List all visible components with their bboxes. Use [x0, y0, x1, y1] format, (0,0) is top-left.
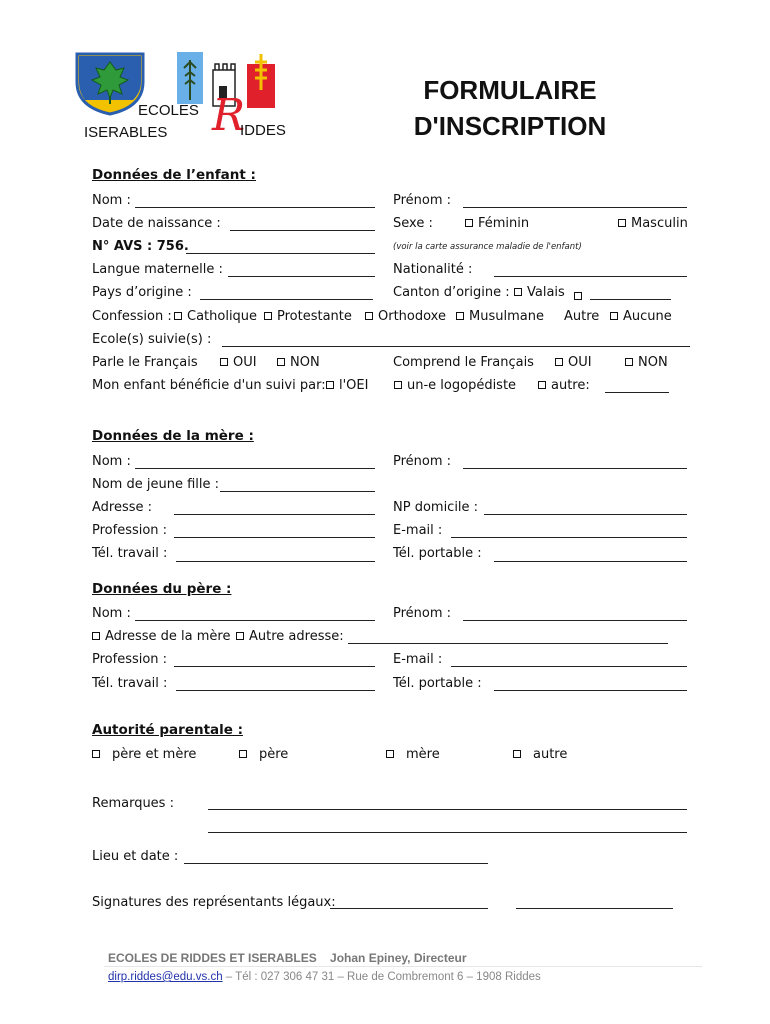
checkbox-icon[interactable]: [625, 358, 633, 366]
mother-adresse-field[interactable]: [174, 514, 375, 515]
remarques-field-1[interactable]: [208, 809, 687, 810]
child-nationalite-field[interactable]: [494, 276, 687, 277]
mother-tel-travail-label: Tél. travail :: [92, 546, 168, 561]
suivi-logopediste-option[interactable]: un-e logopédiste: [394, 378, 516, 394]
checkbox-icon[interactable]: [574, 292, 582, 300]
checkbox-icon[interactable]: [551, 312, 559, 320]
checkbox-icon[interactable]: [236, 632, 244, 640]
suivi-autre-option[interactable]: autre:: [538, 378, 590, 394]
authority-pere-mere-option[interactable]: père et mère: [92, 747, 196, 763]
checkbox-icon[interactable]: [618, 219, 626, 227]
father-prenom-field[interactable]: [463, 620, 687, 621]
confession-catholique-option[interactable]: Catholique: [174, 309, 257, 325]
confession-aucune-option[interactable]: Aucune: [610, 309, 672, 325]
authority-mere-option[interactable]: mère: [386, 747, 440, 763]
child-date-label: Date de naissance :: [92, 216, 221, 231]
footer-divider: [104, 966, 702, 967]
school-logo: [70, 48, 310, 148]
father-section-heading: Données du père :: [92, 581, 232, 597]
remarques-field-2[interactable]: [208, 832, 687, 833]
authority-pere-option[interactable]: père: [239, 747, 288, 763]
child-avs-note: (voir la carte assurance maladie de l'enfant): [393, 242, 582, 252]
lieu-date-field[interactable]: [184, 863, 488, 864]
confession-protestante-option[interactable]: Protestante: [264, 309, 352, 325]
child-feminin-option[interactable]: Féminin: [465, 216, 529, 232]
iserables-shield-icon: [75, 52, 145, 116]
confession-autre-option[interactable]: Autre: [551, 309, 599, 325]
child-suivi-label: Mon enfant bénéficie d'un suivi par:: [92, 378, 326, 393]
child-langue-label: Langue maternelle :: [92, 262, 223, 277]
title-line1: FORMULAIRE: [423, 75, 597, 105]
child-canton-label: Canton d’origine :: [393, 285, 510, 300]
child-date-field[interactable]: [230, 230, 375, 231]
checkbox-icon[interactable]: [386, 750, 394, 758]
child-prenom-label: Prénom :: [393, 193, 452, 208]
mother-tel-portable-field[interactable]: [494, 561, 687, 562]
checkbox-icon[interactable]: [264, 312, 272, 320]
logo-iserables-text: ISERABLES: [84, 124, 168, 141]
signature-field-1[interactable]: [330, 908, 488, 909]
checkbox-icon[interactable]: [538, 381, 546, 389]
father-autre-adresse-option[interactable]: Autre adresse:: [236, 629, 344, 645]
child-langue-field[interactable]: [228, 276, 375, 277]
checkbox-icon[interactable]: [465, 219, 473, 227]
checkbox-icon[interactable]: [365, 312, 373, 320]
child-avs-label: N° AVS : 756.: [92, 239, 189, 254]
child-sexe-label: Sexe :: [393, 216, 433, 231]
mother-email-field[interactable]: [451, 537, 687, 538]
father-nom-label: Nom :: [92, 606, 131, 621]
father-email-label: E-mail :: [393, 652, 443, 667]
child-pays-field[interactable]: [200, 299, 373, 300]
mother-profession-label: Profession :: [92, 523, 168, 538]
title-line2: D'INSCRIPTION: [413, 111, 607, 141]
checkbox-icon[interactable]: [456, 312, 464, 320]
footer-director: Johan Epiney, Directeur: [330, 951, 467, 965]
father-tel-portable-label: Tél. portable :: [393, 676, 482, 691]
checkbox-icon[interactable]: [326, 381, 334, 389]
checkbox-icon[interactable]: [277, 358, 285, 366]
child-canton-other-checkbox[interactable]: [574, 289, 587, 304]
suivi-oei-option[interactable]: l'OEI: [326, 378, 368, 394]
form-title: [390, 72, 630, 144]
child-confession-label: Confession :: [92, 309, 172, 324]
father-email-field[interactable]: [451, 666, 687, 667]
child-section-heading: Données de l’enfant :: [92, 167, 256, 183]
footer-contact-details: – Tél : 027 306 47 31 – Rue de Combremont 6 – 1908 Riddes: [222, 971, 541, 983]
mother-tel-travail-field[interactable]: [176, 561, 375, 562]
child-ecoles-label: Ecole(s) suivie(s) :: [92, 332, 212, 347]
child-pays-label: Pays d’origine :: [92, 285, 192, 300]
checkbox-icon[interactable]: [92, 750, 100, 758]
checkbox-icon[interactable]: [394, 381, 402, 389]
father-nom-field[interactable]: [135, 620, 375, 621]
child-avs-field[interactable]: [186, 253, 375, 254]
child-prenom-field[interactable]: [463, 207, 687, 208]
checkbox-icon[interactable]: [239, 750, 247, 758]
mother-adresse-label: Adresse :: [92, 500, 153, 515]
mother-tel-portable-label: Tél. portable :: [393, 546, 482, 561]
checkbox-icon[interactable]: [555, 358, 563, 366]
comprend-non-option[interactable]: NON: [625, 355, 668, 371]
child-parle-label: Parle le Français: [92, 355, 198, 370]
mother-nom-field[interactable]: [135, 468, 375, 469]
father-adresse-mere-option[interactable]: Adresse de la mère: [92, 629, 230, 645]
child-valais-option[interactable]: Valais: [514, 285, 565, 301]
mother-prenom-field[interactable]: [463, 468, 687, 469]
checkbox-icon[interactable]: [92, 632, 100, 640]
mother-np-field[interactable]: [484, 514, 687, 515]
mother-jeune-fille-label: Nom de jeune fille :: [92, 477, 219, 492]
child-comprend-label: Comprend le Français: [393, 355, 534, 370]
comprend-oui-option[interactable]: OUI: [555, 355, 592, 371]
mother-np-label: NP domicile :: [393, 500, 479, 515]
father-profession-label: Profession :: [92, 652, 168, 667]
father-prenom-label: Prénom :: [393, 606, 452, 621]
mother-jeune-fille-field[interactable]: [220, 491, 375, 492]
signatures-label: Signatures des représentants légaux:: [92, 895, 336, 910]
child-masculin-option[interactable]: Masculin: [618, 216, 688, 232]
child-nom-field[interactable]: [135, 207, 375, 208]
checkbox-icon[interactable]: [610, 312, 618, 320]
footer-email-link[interactable]: dirp.riddes@edu.vs.ch: [108, 971, 223, 983]
father-autre-adresse-field[interactable]: [348, 643, 668, 644]
signature-field-2[interactable]: [516, 908, 673, 909]
father-tel-travail-label: Tél. travail :: [92, 676, 168, 691]
logo-iddes-text: IDDES: [240, 122, 286, 139]
footer-school-name: ECOLES DE RIDDES ET ISERABLES: [108, 951, 317, 965]
confession-orthodoxe-option[interactable]: Orthodoxe: [365, 309, 446, 325]
lieu-date-label: Lieu et date :: [92, 849, 179, 864]
checkbox-icon[interactable]: [174, 312, 182, 320]
parle-non-option[interactable]: NON: [277, 355, 320, 371]
logo-r-letter: R: [212, 90, 246, 141]
mother-section-heading: Données de la mère :: [92, 428, 254, 444]
parle-oui-option[interactable]: OUI: [220, 355, 257, 371]
child-canton-other-field[interactable]: [590, 299, 671, 300]
suivi-autre-field[interactable]: [605, 392, 669, 393]
logo-ecoles-text: ECOLES: [138, 102, 199, 119]
child-nom-label: Nom :: [92, 193, 131, 208]
authority-autre-option[interactable]: autre: [513, 747, 567, 763]
child-ecoles-field[interactable]: [222, 346, 690, 347]
confession-musulmane-option[interactable]: Musulmane: [456, 309, 544, 325]
father-tel-travail-field[interactable]: [176, 690, 375, 691]
mother-nom-label: Nom :: [92, 454, 131, 469]
checkbox-icon[interactable]: [220, 358, 228, 366]
remarques-label: Remarques :: [92, 796, 174, 811]
mother-email-label: E-mail :: [393, 523, 443, 538]
child-nationalite-label: Nationalité :: [393, 262, 473, 277]
checkbox-icon[interactable]: [513, 750, 521, 758]
footer-school-line: [108, 951, 467, 965]
father-tel-portable-field[interactable]: [494, 690, 687, 691]
father-profession-field[interactable]: [174, 666, 375, 667]
checkbox-icon[interactable]: [514, 288, 522, 296]
footer-contact-line: [108, 971, 541, 983]
mother-profession-field[interactable]: [174, 537, 375, 538]
authority-section-heading: Autorité parentale :: [92, 722, 244, 738]
mother-prenom-label: Prénom :: [393, 454, 452, 469]
